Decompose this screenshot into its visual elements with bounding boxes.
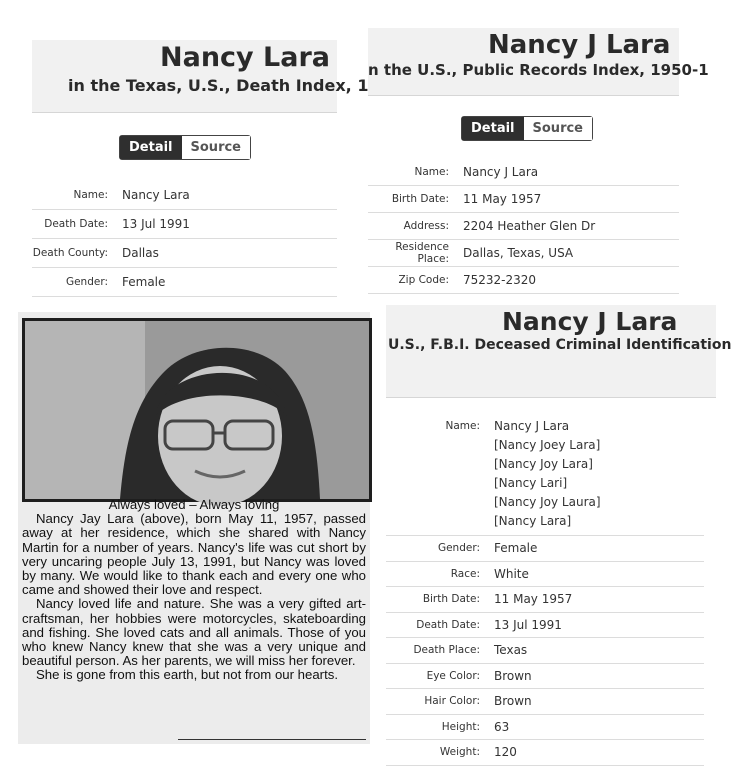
tab-detail[interactable]: Detail	[120, 136, 182, 159]
record-person-name: Nancy Lara	[160, 42, 331, 73]
detail-label: Birth Date:	[391, 193, 449, 205]
fbi-record	[386, 305, 731, 773]
detail-value: 11 May 1957	[494, 592, 573, 607]
detail-value: 75232-2320	[463, 273, 537, 287]
record-header	[386, 305, 731, 398]
detail-row	[386, 613, 704, 639]
detail-row	[386, 536, 704, 562]
detail-row	[386, 689, 704, 715]
detail-row	[32, 239, 337, 268]
detail-value: Female	[494, 541, 538, 556]
detail-value: Dallas	[122, 246, 159, 260]
obituary-clipping	[18, 312, 370, 744]
detail-label: Death Place:	[413, 644, 480, 657]
record-tabs	[461, 116, 593, 141]
detail-label: Death County:	[32, 247, 108, 259]
detail-value: 120	[494, 745, 517, 760]
death-index-record	[32, 40, 369, 295]
obituary-paragraph: Nancy Jay Lara (above), born May 11, 1957, passed away at her residence, which she shared with Nancy Martin for a number of years. Nancy's life was cut short by very uncaring people July 13, 1991, but Nancy was loved by many. We would like to thank each and every one who came and showed their love and respect.	[22, 511, 366, 598]
detail-label: Name:	[414, 166, 449, 178]
record-person-name: Nancy J Lara	[502, 307, 678, 336]
detail-value: 2204 Heather Glen Dr	[463, 219, 596, 233]
detail-label: Hair Color:	[424, 695, 480, 708]
detail-value: Nancy Lara	[122, 188, 190, 202]
obituary-text	[22, 498, 366, 683]
detail-value: 63	[494, 719, 510, 734]
divider	[178, 739, 366, 740]
detail-row	[368, 186, 679, 213]
name-variant: [Nancy Lari]	[494, 476, 568, 490]
detail-label: Race:	[450, 567, 480, 580]
detail-label: Weight:	[439, 746, 480, 759]
detail-label: Name:	[445, 420, 480, 432]
detail-row	[386, 664, 704, 690]
detail-row	[386, 638, 704, 664]
record-detail-table	[32, 181, 337, 297]
record-person-name: Nancy J Lara	[488, 30, 671, 60]
detail-value: Nancy J Lara	[463, 165, 539, 179]
tab-detail[interactable]: Detail	[462, 117, 524, 140]
record-header	[32, 40, 369, 113]
detail-row	[32, 210, 337, 239]
detail-value: 11 May 1957	[463, 192, 542, 206]
detail-label: Zip Code:	[398, 274, 449, 286]
detail-row	[386, 740, 704, 766]
detail-row-name	[386, 415, 704, 536]
portrait-photo	[22, 318, 372, 502]
record-collection-title: U.S., F.B.I. Deceased Criminal Identification	[388, 337, 731, 353]
name-variant: [Nancy Joy Lara]	[494, 457, 593, 471]
detail-label: Address:	[403, 220, 449, 232]
detail-value: 13 Jul 1991	[122, 217, 190, 231]
obituary-paragraph: Nancy loved life and nature. She was a very gifted art-craftsman, her hobbies were motorcycles, skateboarding and fishing. She loved cats and all animals. Those of you who knew Nancy knew that she was a very unique and beautiful person. As her parents, we will miss her forever.	[22, 596, 366, 669]
record-detail-table	[368, 159, 679, 294]
detail-label: Residence Place:	[395, 241, 449, 265]
detail-label: Birth Date:	[422, 593, 480, 606]
detail-row	[386, 715, 704, 741]
name-variants	[494, 417, 601, 531]
detail-value: White	[494, 566, 529, 581]
detail-row	[368, 159, 679, 186]
detail-value: Texas	[494, 643, 528, 658]
record-collection-title: n the U.S., Public Records Index, 1950-1	[368, 61, 709, 79]
detail-row	[368, 213, 679, 240]
detail-label: Gender:	[65, 276, 108, 288]
record-header	[368, 28, 709, 96]
obituary-caption: Always loved – Always loving	[108, 497, 280, 512]
record-detail-table	[386, 415, 704, 766]
detail-row	[386, 562, 704, 588]
detail-label: Gender:	[437, 542, 480, 555]
name-variant: [Nancy Lara]	[494, 514, 572, 528]
tab-source[interactable]: Source	[182, 136, 250, 159]
detail-row	[368, 267, 679, 294]
obituary-paragraph: She is gone from this earth, but not from our hearts.	[36, 667, 338, 683]
detail-row	[32, 268, 337, 297]
detail-label: Name:	[73, 189, 108, 201]
detail-row	[386, 587, 704, 613]
name-variant: [Nancy Joey Lara]	[494, 438, 601, 452]
detail-value: Brown	[494, 668, 532, 683]
tab-source[interactable]: Source	[524, 117, 592, 140]
detail-label: Eye Color:	[426, 669, 480, 682]
detail-row	[32, 181, 337, 210]
record-collection-title: in the Texas, U.S., Death Index, 1	[68, 76, 369, 95]
detail-value: Dallas, Texas, USA	[463, 246, 574, 260]
detail-value: 13 Jul 1991	[494, 617, 562, 632]
detail-label: Death Date:	[44, 218, 108, 230]
portrait-image	[25, 321, 369, 499]
detail-label: Height:	[441, 720, 480, 733]
detail-label: Death Date:	[416, 618, 480, 631]
name-variant: Nancy J Lara	[494, 419, 570, 433]
public-records-record	[368, 28, 709, 297]
detail-row	[368, 240, 679, 267]
record-tabs	[119, 135, 251, 160]
detail-value: Female	[122, 275, 166, 289]
name-variant: [Nancy Joy Laura]	[494, 495, 601, 509]
detail-value: Brown	[494, 694, 532, 709]
